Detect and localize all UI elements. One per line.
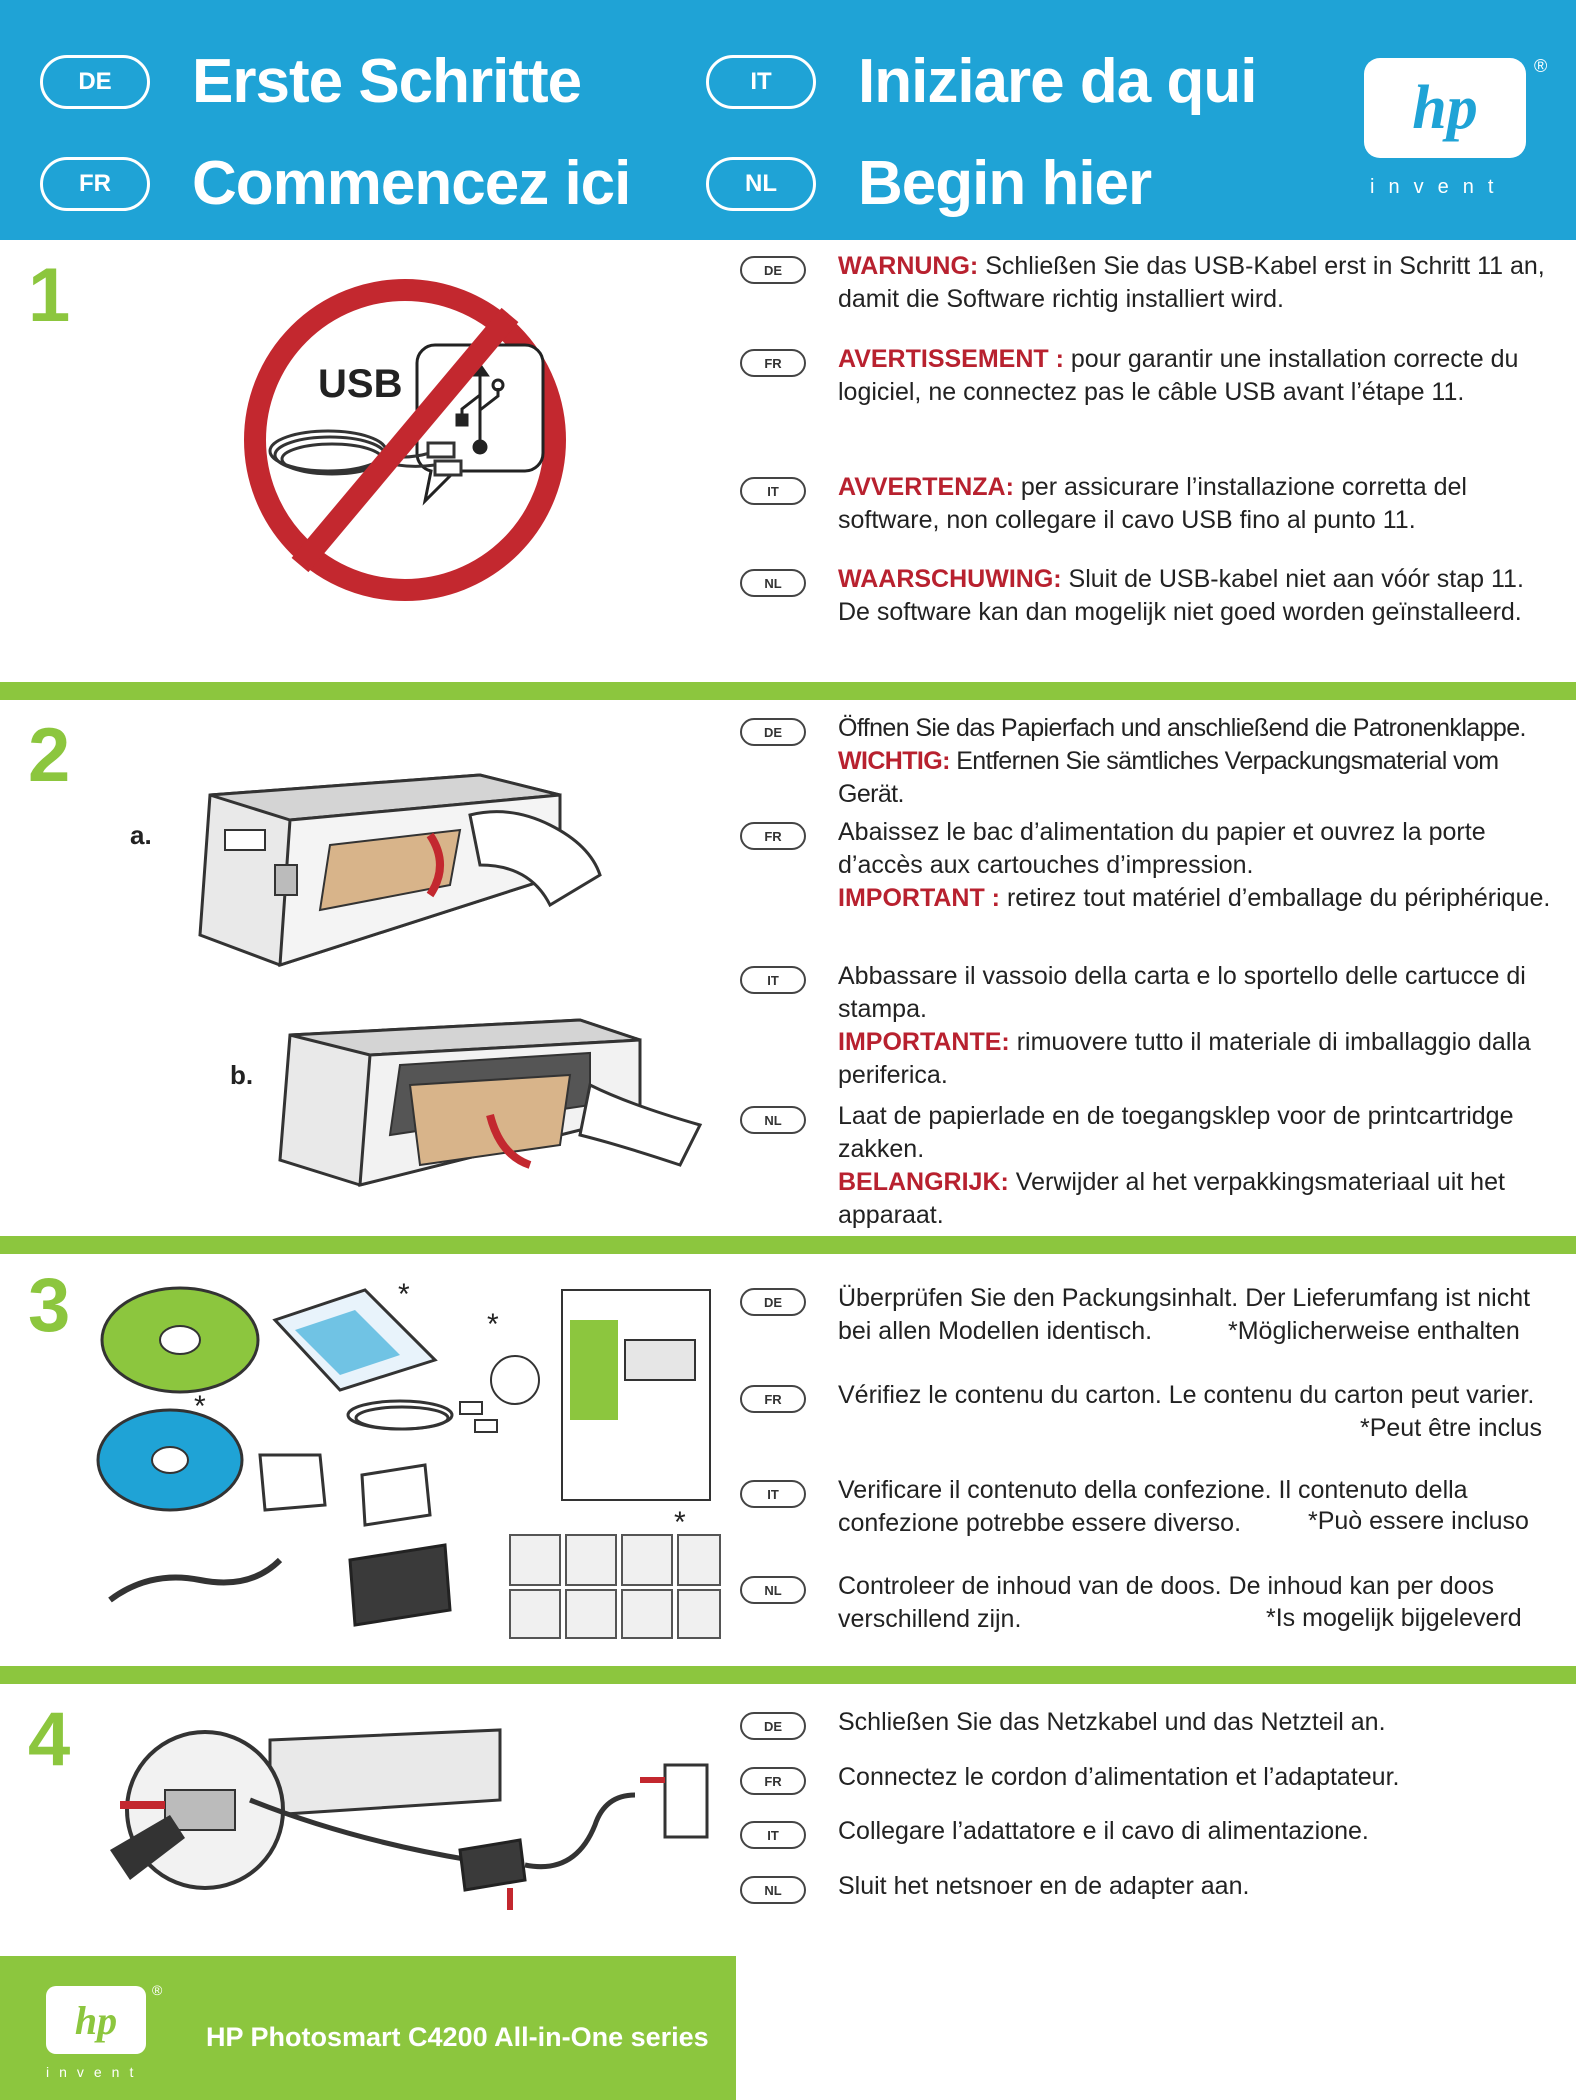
step-number-2: 2: [28, 713, 71, 798]
header-banner: [0, 0, 1576, 240]
printer-illustration-b: [260, 995, 720, 1205]
step2-warn-nl: BELANGRIJK:: [838, 1168, 1009, 1196]
step2-lang-de: DE: [740, 718, 806, 746]
footer-hp-logo-text: hp: [74, 1997, 118, 2043]
sub-label-b: b.: [230, 1060, 254, 1090]
step2-text-de: Öffnen Sie das Papierfach und anschließend die Patronenklappe. WICHTIG: Entfernen Sie sämtliches Verpackungsmaterial vom Gerät.: [838, 714, 1526, 808]
step4-text-fr: Connectez le cordon d’alimentation et l’adaptateur.: [838, 1763, 1400, 1791]
header-row-nl: [706, 148, 1151, 219]
sub-label-a: a.: [130, 820, 152, 850]
step1-text-it: AVVERTENZA: per assicurare l’installazione corretta del software, non collegare il cavo USB fino al punto 11.: [838, 473, 1467, 534]
title-fr: Commencez ici: [192, 149, 631, 218]
step2-text-nl: Laat de papierlade en de toegangsklep voor de printcartridge zakken. BELANGRIJK: Verwijder al het verpakkingsmateriaal uit het apparaat.: [838, 1102, 1514, 1229]
step4-lang-it: IT: [740, 1821, 806, 1849]
header-row-fr: [40, 148, 630, 219]
section-divider-3: [0, 1666, 1576, 1684]
footer-banner: [0, 1956, 736, 2100]
step3-lang-de: DE: [740, 1288, 806, 1316]
step2-warn-de: WICHTIG:: [838, 747, 950, 775]
step3-text-fr: Vérifiez le contenu du carton. Le contenu du carton peut varier.: [838, 1381, 1535, 1409]
step2-text-fr: Abaissez le bac d’alimentation du papier et ouvrez la porte d’accès aux cartouches d’impression. IMPORTANT : retirez tout matériel d’emballage du périphérique.: [838, 818, 1551, 912]
registered-mark: ®: [1534, 56, 1548, 76]
printer-illustration-a: [180, 735, 600, 985]
optional-marker-cd: *: [194, 1390, 206, 1423]
optional-marker-paper: *: [398, 1278, 410, 1311]
step3-lang-nl: NL: [740, 1576, 806, 1604]
step1-warn-fr: AVERTISSEMENT :: [838, 345, 1064, 373]
step3-note-fr: *Peut être inclus: [1360, 1414, 1543, 1442]
footer-hp-logo: [46, 1986, 146, 2054]
title-de: Erste Schritte: [192, 47, 582, 116]
step4-text-de: Schließen Sie das Netzkabel und das Netzteil an.: [838, 1708, 1386, 1736]
step2-lang-fr: FR: [740, 822, 806, 850]
title-it: Iniziare da qui: [858, 47, 1257, 116]
step1-text-de: WARNUNG: Schließen Sie das USB-Kabel erst in Schritt 11 an, damit die Software richtig installiert wird.: [838, 252, 1545, 313]
step4-text-it: Collegare l’adattatore e il cavo di alimentazione.: [838, 1817, 1369, 1845]
step3-note-nl: *Is mogelijk bijgeleverd: [1266, 1604, 1522, 1632]
step3-text-nl: Controleer de inhoud van de doos. De inhoud kan per doos verschillend zijn.: [838, 1572, 1495, 1633]
step1-lang-fr: FR: [740, 349, 806, 377]
step2-lang-nl: NL: [740, 1106, 806, 1134]
product-name: HP Photosmart C4200 All-in-One series: [206, 2022, 709, 2052]
footer-registered-mark: ®: [152, 1982, 163, 1998]
power-connection-illustration: [110, 1720, 720, 1920]
step4-lang-nl: NL: [740, 1876, 806, 1904]
step-number-4: 4: [28, 1697, 71, 1782]
hp-logo: [1364, 58, 1526, 158]
step-number-1: 1: [28, 253, 71, 338]
step1-lang-it: IT: [740, 477, 806, 505]
step-number-3: 3: [28, 1263, 71, 1348]
step3-text-it: Verificare il contenuto della confezione. Il contenuto della confezione potrebbe essere diverso.: [838, 1476, 1468, 1537]
step3-note-de: *Möglicherweise enthalten: [1228, 1317, 1520, 1345]
step1-text-nl: WAARSCHUWING: Sluit de USB-kabel niet aan vóór stap 11. De software kan dan mogelijk niet goed worden geïnstalleerd.: [838, 565, 1524, 626]
header-row-de: [40, 46, 581, 117]
lang-badge-de: DE: [40, 55, 150, 109]
title-nl: Begin hier: [858, 149, 1152, 218]
step1-text-fr: AVERTISSEMENT : pour garantir une installation correcte du logiciel, ne connectez pas le câble USB avant l’étape 11.: [838, 345, 1519, 406]
lang-badge-nl: NL: [706, 157, 816, 211]
step4-text-nl: Sluit het netsnoer en de adapter aan.: [838, 1872, 1250, 1900]
step2-warn-fr: IMPORTANT :: [838, 884, 1001, 912]
package-contents-illustration: [100, 1280, 720, 1650]
step4-lang-de: DE: [740, 1712, 806, 1740]
invent-tagline: invent: [1370, 176, 1508, 198]
step3-lang-it: IT: [740, 1480, 806, 1508]
step1-lang-de: DE: [740, 256, 806, 284]
step4-lang-fr: FR: [740, 1767, 806, 1795]
usb-label: USB: [318, 362, 403, 406]
section-divider-2: [0, 1236, 1576, 1254]
no-usb-illustration: [240, 275, 570, 605]
step1-warn-nl: WAARSCHUWING:: [838, 565, 1062, 593]
step2-warn-it: IMPORTANTE:: [838, 1028, 1010, 1056]
optional-marker-usb: *: [487, 1308, 499, 1341]
step3-text-de: Überprüfen Sie den Packungsinhalt. Der Lieferumfang ist nicht bei allen Modellen identisch.: [838, 1284, 1531, 1345]
step1-lang-nl: NL: [740, 569, 806, 597]
step2-text-it: Abbassare il vassoio della carta e lo sportello delle cartucce di stampa. IMPORTANTE: rimuovere tutto il materiale di imballaggio dalla periferica.: [838, 962, 1531, 1089]
header-row-it: [706, 46, 1256, 117]
step1-warn-de: WARNUNG:: [838, 252, 979, 280]
step3-lang-fr: FR: [740, 1385, 806, 1413]
step2-lang-it: IT: [740, 966, 806, 994]
footer-invent-tagline: invent: [46, 2064, 144, 2080]
lang-badge-it: IT: [706, 55, 816, 109]
optional-marker-photo: *: [674, 1506, 686, 1539]
section-divider-1: [0, 682, 1576, 700]
hp-logo-text: hp: [1412, 73, 1478, 142]
step1-warn-it: AVVERTENZA:: [838, 473, 1014, 501]
step3-note-it: *Può essere incluso: [1308, 1507, 1529, 1535]
lang-badge-fr: FR: [40, 157, 150, 211]
